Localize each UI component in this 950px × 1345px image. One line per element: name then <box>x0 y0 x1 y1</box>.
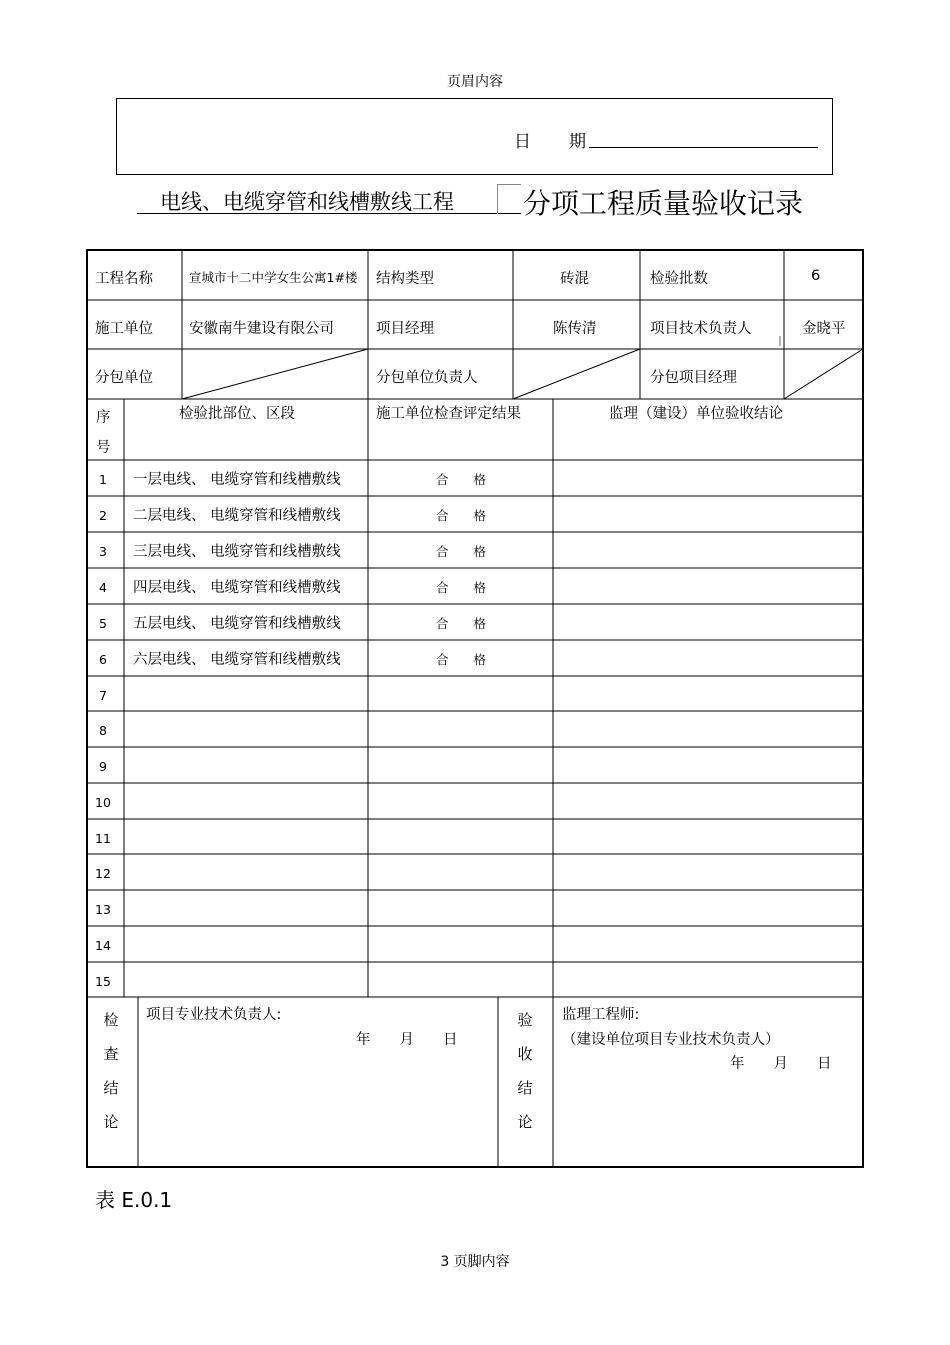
supervisor-result-header: 监理（建设）单位验收结论 <box>609 406 783 422</box>
row-contractor-result[interactable]: 合 格 <box>436 652 487 667</box>
row-contractor-result[interactable]: 合 格 <box>436 616 487 631</box>
acceptance-conclusion-label <box>515 1003 535 1139</box>
row-location[interactable]: 四层电线、 电缆穿管和线槽敷线 <box>133 580 341 596</box>
subcontractor-label: 分包单位 <box>95 370 153 386</box>
project-manager-label: 项目经理 <box>376 321 434 337</box>
tech-lead-signature-label: 项目专业技术负责人: <box>146 1007 282 1023</box>
contractor-value[interactable]: 安徽南牛建设有限公司 <box>189 321 334 337</box>
row-number: 2 <box>99 508 107 523</box>
row-number: 6 <box>99 652 107 667</box>
row-location[interactable]: 一层电线、 电缆穿管和线槽敷线 <box>133 472 341 488</box>
tech-lead-value[interactable]: 金晓平 <box>802 321 846 337</box>
project-name-value[interactable]: 宣城市十二中学女生公寓1#楼 <box>189 270 358 285</box>
row-number: 12 <box>95 866 111 881</box>
structure-type-label: 结构类型 <box>376 271 434 287</box>
row-number: 7 <box>99 687 107 703</box>
row-contractor-result[interactable]: 合 格 <box>436 472 487 487</box>
row-number: 13 <box>95 902 111 917</box>
table-reference: 表 E.0.1 <box>95 1188 173 1212</box>
row-location[interactable]: 五层电线、 电缆穿管和线槽敷线 <box>133 616 341 632</box>
accept-label-char: 验 <box>517 1011 533 1029</box>
row-number: 10 <box>95 795 111 810</box>
project-name-label: 工程名称 <box>95 271 153 287</box>
date-label-period: 期 <box>569 132 586 152</box>
row-number: 11 <box>95 830 111 846</box>
row-contractor-result[interactable]: 合 格 <box>436 580 487 595</box>
row-location[interactable]: 三层电线、 电缆穿管和线槽敷线 <box>133 544 341 560</box>
tech-lead-label: 项目技术负责人 <box>650 321 752 337</box>
row-number: 5 <box>99 616 107 631</box>
row-location[interactable]: 二层电线、 电缆穿管和线槽敷线 <box>133 508 341 524</box>
row-number: 4 <box>99 580 107 595</box>
subcontract-manager-label: 分包项目经理 <box>650 370 737 386</box>
row-number: 8 <box>99 723 107 738</box>
location-header: 检验批部位、区段 <box>179 406 295 422</box>
owner-tech-lead-label: （建设单位项目专业技术负责人） <box>562 1032 780 1048</box>
batch-count-value[interactable]: 6 <box>811 268 821 284</box>
row-number: 9 <box>99 759 107 774</box>
check-label-char: 查 <box>103 1045 119 1063</box>
accept-label-char: 论 <box>517 1113 533 1131</box>
accept-label-char: 结 <box>517 1079 533 1097</box>
page-footer: 3 页脚内容 <box>440 1254 510 1270</box>
check-label-char: 结 <box>103 1079 119 1097</box>
contractor-result-header: 施工单位检查评定结果 <box>376 406 521 422</box>
record-title: 分项工程质量验收记录 <box>523 187 804 220</box>
date-label-day: 日 <box>514 132 531 152</box>
row-number: 14 <box>95 938 111 953</box>
row-number: 3 <box>99 544 107 559</box>
row-contractor-result[interactable]: 合 格 <box>436 508 487 523</box>
check-conclusion-label <box>101 1003 121 1139</box>
seq-header-1: 序 <box>96 410 111 426</box>
check-label-char: 论 <box>103 1113 119 1131</box>
subcontractor-lead-label: 分包单位负责人 <box>376 370 478 386</box>
acceptance-date[interactable]: 年 月 日 <box>730 1056 832 1072</box>
check-date[interactable]: 年 月 日 <box>356 1032 458 1048</box>
accept-label-char: 收 <box>517 1045 533 1063</box>
structure-type-value[interactable]: 砖混 <box>560 271 589 287</box>
row-number: 1 <box>99 472 107 487</box>
row-contractor-result[interactable]: 合 格 <box>436 544 487 559</box>
row-number: 15 <box>95 973 111 989</box>
sub-project-title: 电线、电缆穿管和线槽敷线工程 <box>160 190 454 214</box>
contractor-label: 施工单位 <box>95 321 153 337</box>
page-header: 页眉内容 <box>447 74 503 90</box>
seq-header-2: 号 <box>96 440 111 456</box>
supervisor-signature-label: 监理工程师: <box>562 1007 640 1023</box>
row-location[interactable]: 六层电线、 电缆穿管和线槽敷线 <box>133 652 341 668</box>
check-label-char: 检 <box>103 1011 119 1029</box>
batch-count-label: 检验批数 <box>650 271 708 287</box>
project-manager-value[interactable]: 陈传清 <box>553 321 597 337</box>
